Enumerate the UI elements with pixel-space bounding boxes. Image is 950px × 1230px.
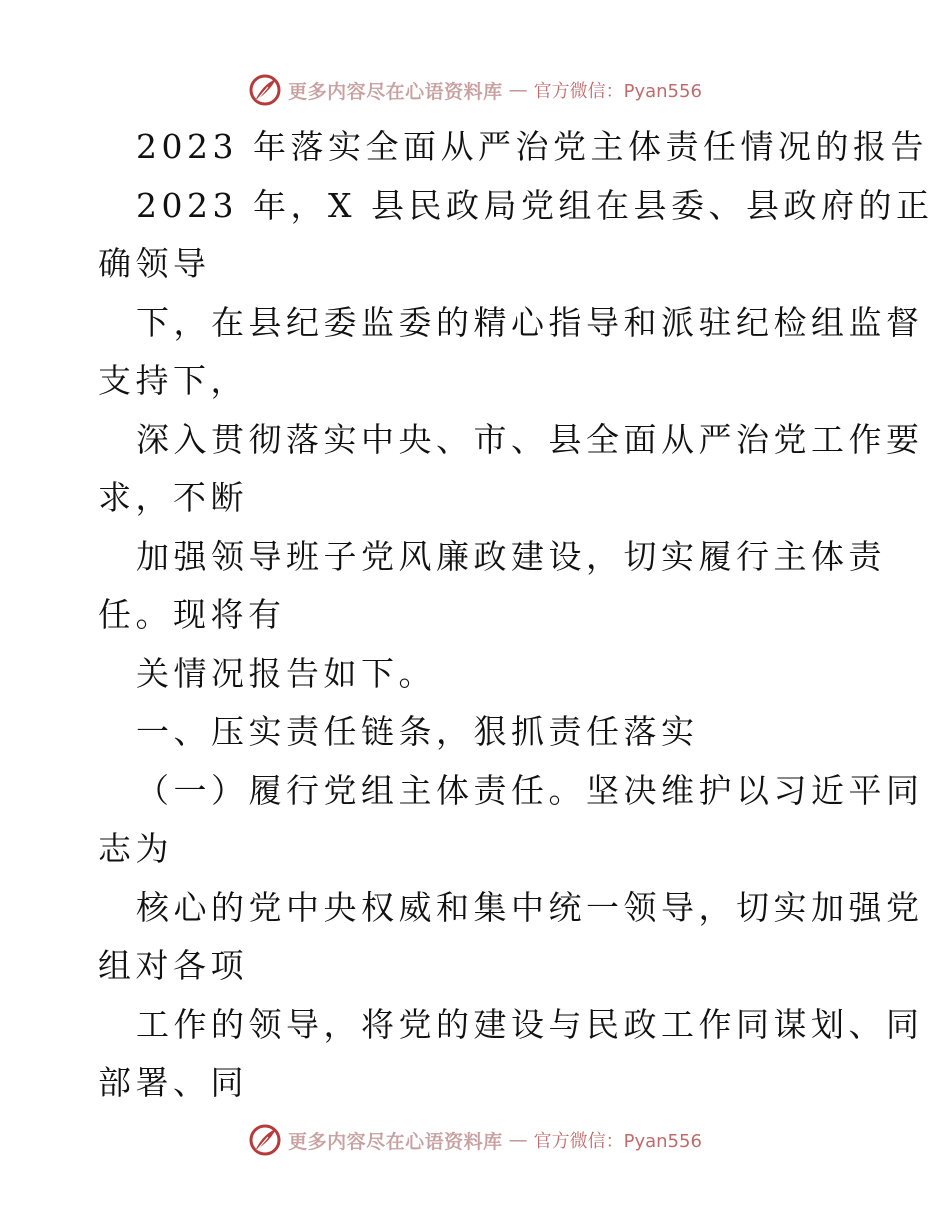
watermark-brand: 更多内容尽在心语资料库 xyxy=(288,1130,503,1153)
body-line: 核心的党中央权威和集中统一领导，切实加强党 xyxy=(136,887,924,927)
watermark-contact: 官方微信：Pyan556 xyxy=(533,81,702,102)
document-body xyxy=(98,118,934,1113)
body-line: 确领导 xyxy=(98,244,211,283)
section-heading: 一、压实责任链条，狠抓责任落实 xyxy=(136,712,699,751)
watermark-separator: — xyxy=(508,79,528,101)
body-line: 部署、同 xyxy=(98,1063,248,1102)
body-line: 2023 年，X 县民政局党组在县委、县政府的正 xyxy=(136,185,934,225)
watermark-contact: 官方微信：Pyan556 xyxy=(533,1131,702,1152)
body-line: 深入贯彻落实中央、市、县全面从严治党工作要 xyxy=(136,419,924,459)
body-line: （一）履行党组主体责任。坚决维护以习近平同 xyxy=(136,770,924,810)
body-line: 工作的领导，将党的建设与民政工作同谋划、同 xyxy=(136,1004,924,1044)
body-line: 支持下， xyxy=(98,361,248,400)
header-watermark xyxy=(0,70,950,110)
body-line: 组对各项 xyxy=(98,946,248,985)
body-line: 下，在县纪委监委的精心指导和派驻纪检组监督 xyxy=(136,302,924,342)
body-line: 志为 xyxy=(98,829,173,868)
body-line: 加强领导班子党风廉政建设，切实履行主体责 xyxy=(136,536,886,576)
watermark-brand: 更多内容尽在心语资料库 xyxy=(288,80,503,103)
footer-watermark xyxy=(0,1120,950,1160)
feather-pen-logo-icon xyxy=(248,1123,282,1157)
watermark-separator: — xyxy=(508,1129,528,1151)
feather-pen-logo-icon xyxy=(248,73,282,107)
body-line: 任。现将有 xyxy=(98,595,286,634)
body-line: 求，不断 xyxy=(98,478,248,517)
body-line: 关情况报告如下。 xyxy=(136,653,436,693)
document-title: 2023 年落实全面从严治党主体责任情况的报告 xyxy=(136,127,928,166)
